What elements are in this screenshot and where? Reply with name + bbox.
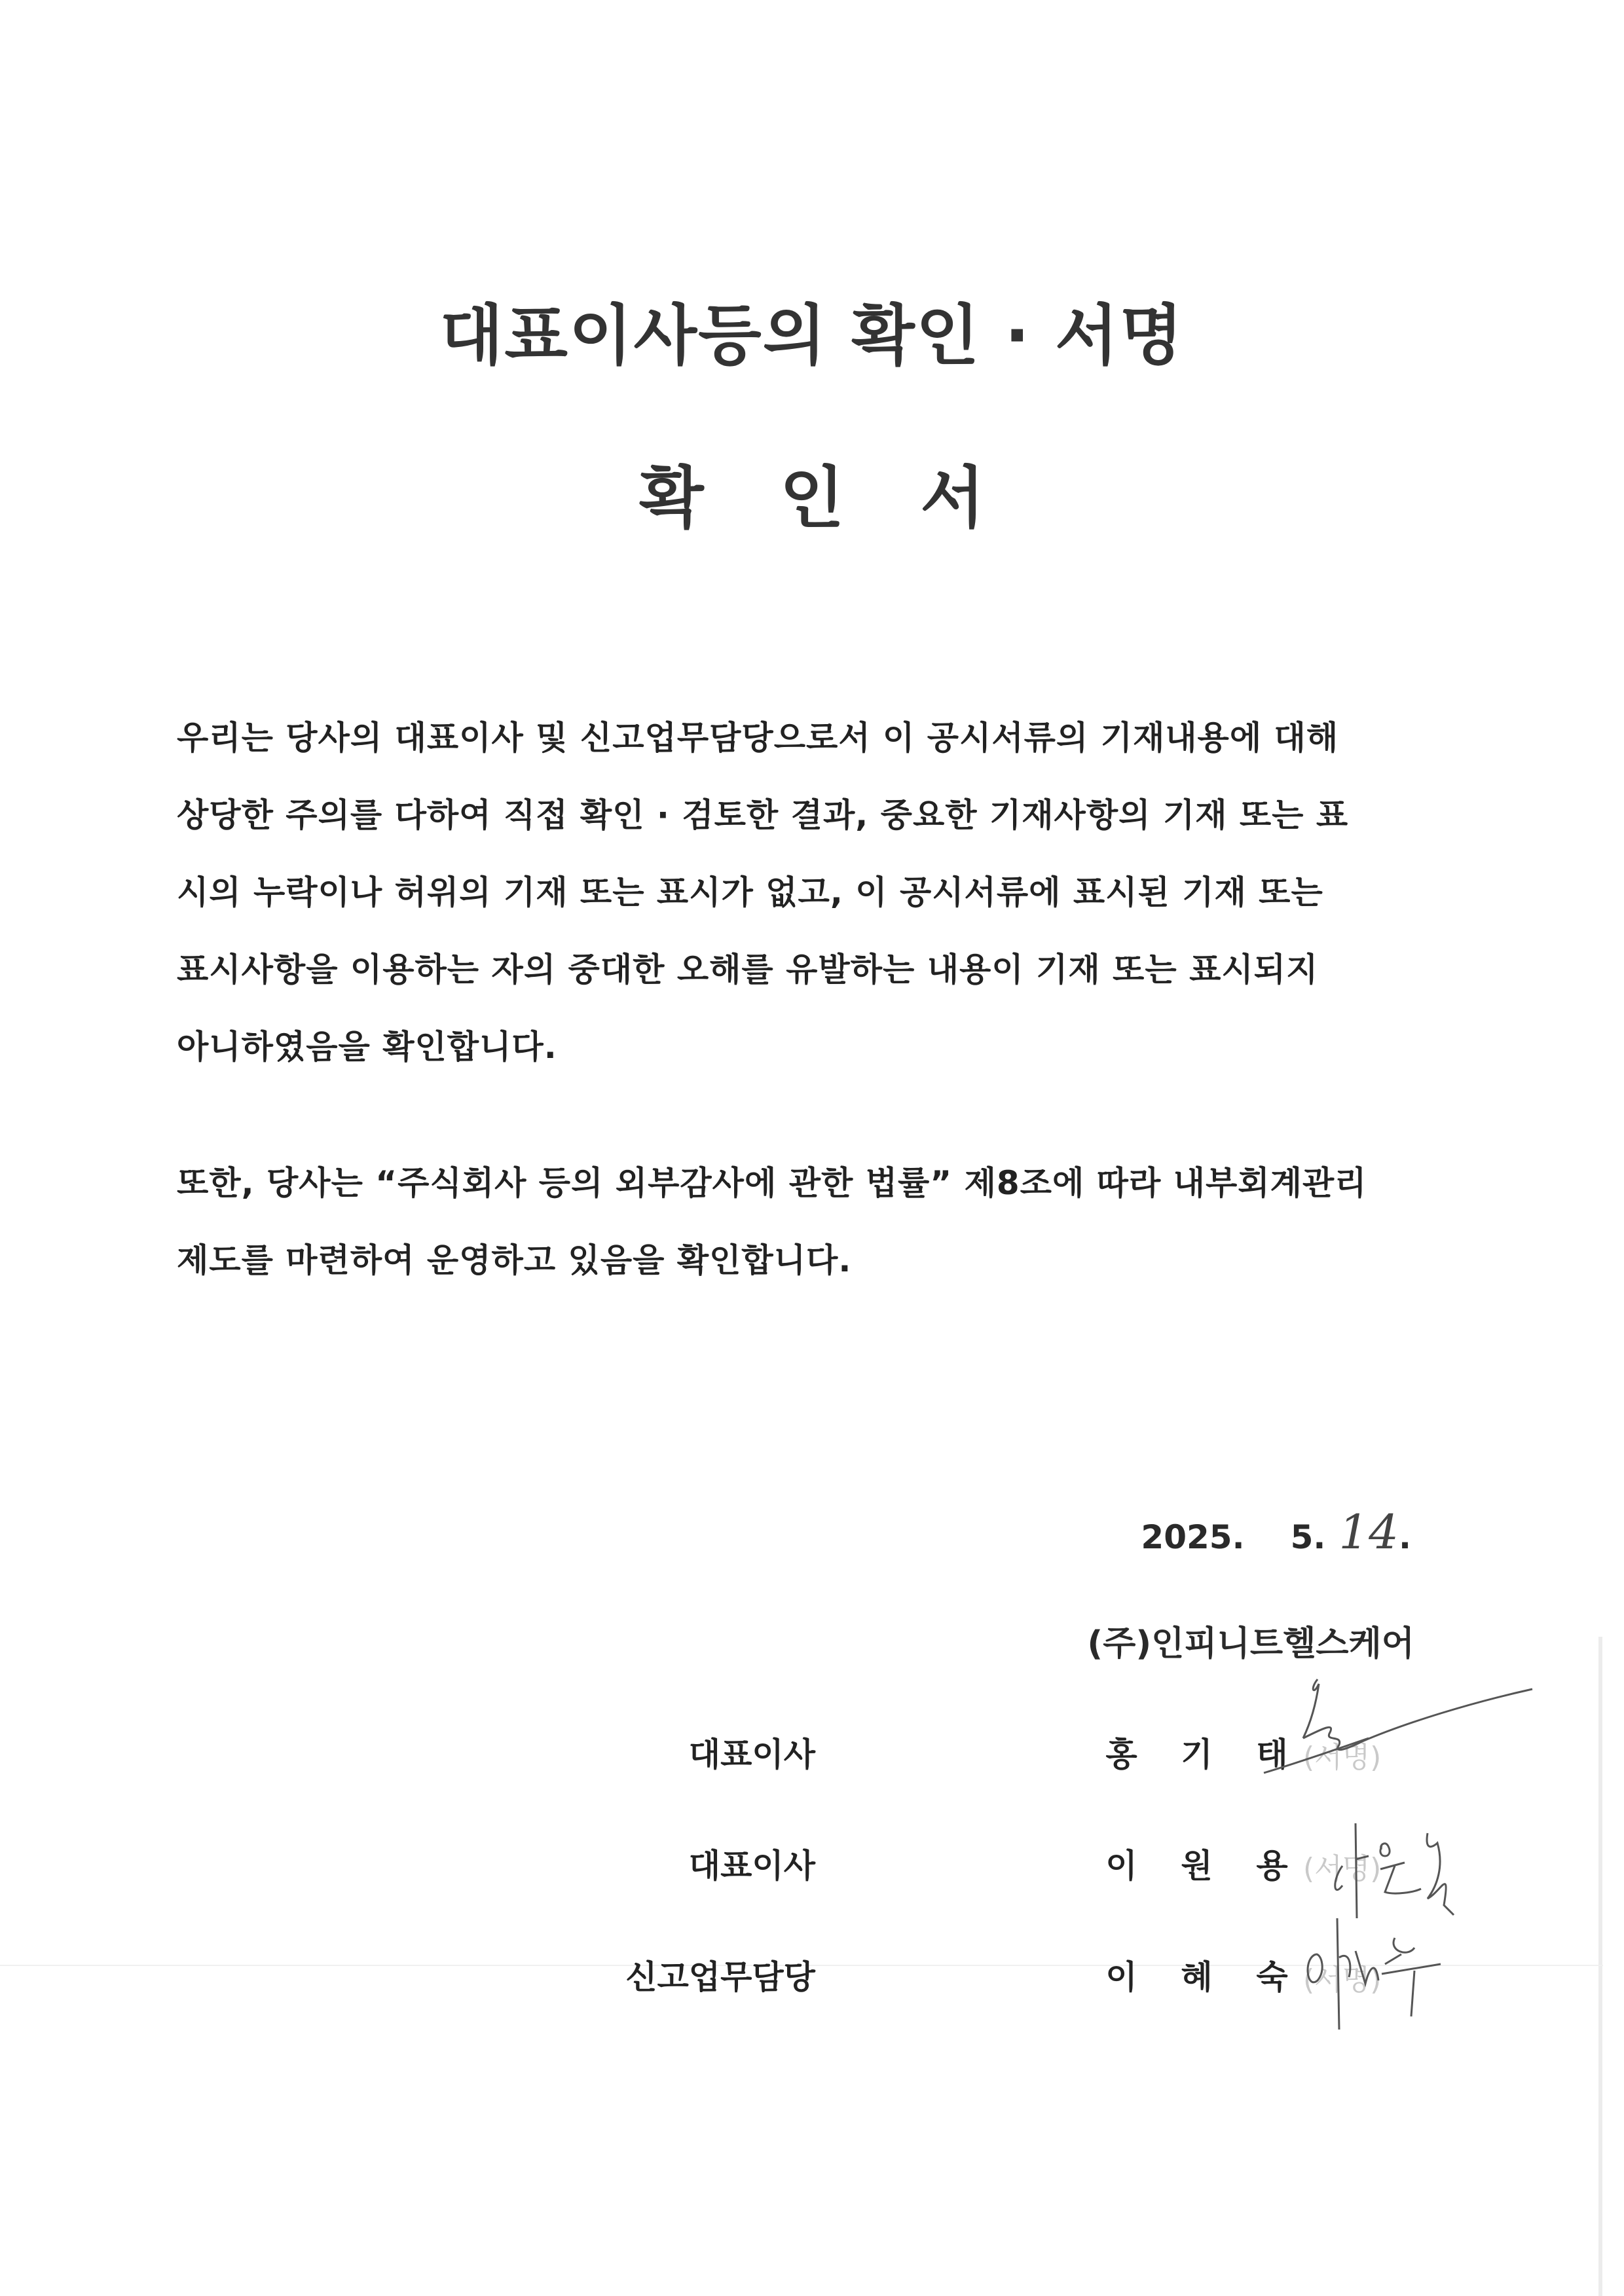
paragraph-line: 또한, 당사는 “주식회사 등의 외부감사에 관한 법률” 제8조에 따라 내부회계관리 <box>177 1164 1367 1202</box>
signer-role: 대표이사 <box>688 1736 815 1774</box>
document-title: 대표이사등의 확인 · 서명 <box>439 297 1185 374</box>
signer-row <box>0 1840 1288 1899</box>
name-char: 용 <box>1256 1847 1288 1885</box>
handwritten-signature <box>1329 1820 1526 1925</box>
seal-placeholder: (서명) <box>1303 1963 1382 1997</box>
name-char: 혜 <box>1181 1958 1213 1996</box>
confirmation-paragraph <box>177 699 1460 1085</box>
date-year: 2025. <box>1141 1518 1245 1556</box>
subtitle-char: 서 <box>920 460 985 538</box>
name-char: 이 <box>1105 1847 1137 1885</box>
signer-name <box>1084 1840 1310 1887</box>
date-month: 5. <box>1290 1518 1326 1556</box>
signer-role: 대표이사 <box>688 1847 815 1885</box>
name-char: 홍 <box>1105 1736 1137 1774</box>
paragraph-line: 시의 누락이나 허위의 기재 또는 표시가 없고, 이 공시서류에 표시된 기재 또는 <box>177 873 1323 911</box>
subtitle-char: 인 <box>779 460 845 538</box>
scan-edge-line <box>1598 1637 1602 2296</box>
signer-name <box>1084 1951 1310 1998</box>
paragraph-line: 우리는 당사의 대표이사 및 신고업무담당으로서 이 공시서류의 기재내용에 대해 <box>177 719 1339 757</box>
paragraph-line: 아니하였음을 확인합니다. <box>177 1028 557 1066</box>
signer-row <box>0 1728 1288 1787</box>
paragraph-line: 상당한 주의를 다하여 직접 확인 · 검토한 결과, 중요한 기재사항의 기재 또는 표 <box>177 796 1349 834</box>
document-subtitle <box>0 445 1624 541</box>
name-char: 숙 <box>1256 1958 1288 1996</box>
seal-placeholder: (서명) <box>1303 1852 1382 1886</box>
paragraph-line: 제도를 마련하여 운영하고 있음을 확인합니다. <box>177 1241 852 1279</box>
date-day-suffix: . <box>1399 1518 1411 1556</box>
company-name: (주)인피니트헬스케어 <box>1087 1624 1414 1664</box>
signer-row <box>0 1951 1288 2010</box>
name-char: 이 <box>1105 1958 1137 1996</box>
date-day-handwritten: 14 <box>1338 1504 1399 1559</box>
handwritten-signature <box>1303 1918 1486 2036</box>
handwritten-signature <box>1264 1676 1539 1787</box>
name-char: 원 <box>1181 1847 1213 1885</box>
name-char: 태 <box>1256 1736 1288 1774</box>
signer-role: 신고업무담당 <box>625 1958 815 1996</box>
document-date <box>1141 1504 1411 1559</box>
paragraph-line: 표시사항을 이용하는 자의 중대한 오해를 유발하는 내용이 기재 또는 표시되지 <box>177 951 1319 989</box>
internal-control-paragraph <box>177 1144 1460 1299</box>
name-char: 기 <box>1181 1736 1213 1774</box>
subtitle-char: 확 <box>639 460 704 538</box>
seal-placeholder: (서명) <box>1303 1741 1382 1774</box>
